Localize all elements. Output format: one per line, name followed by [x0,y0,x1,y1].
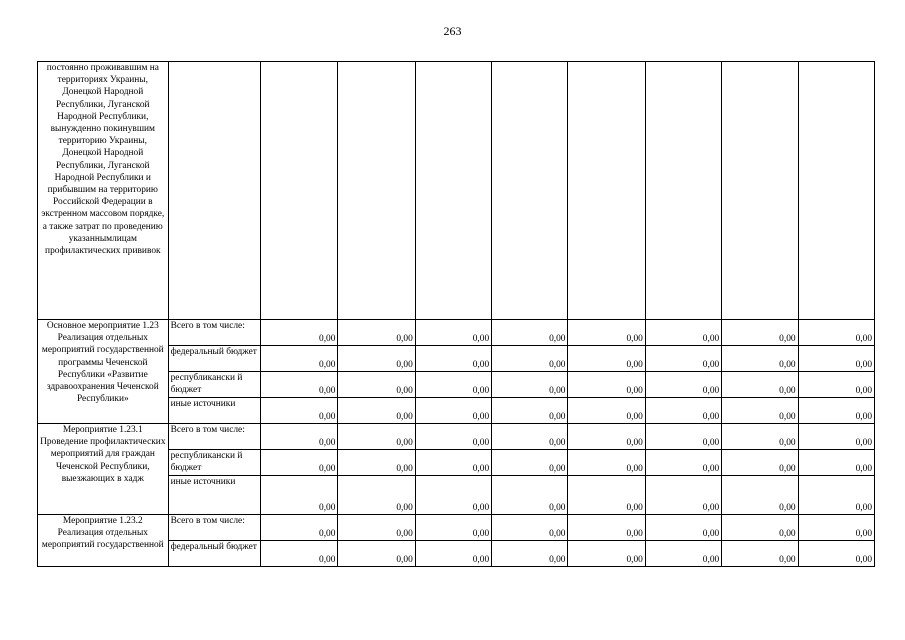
amount-cell: 0,00 [261,476,338,515]
amount-cell: 0,00 [568,398,645,424]
funding-source-cell: иные источники [168,476,260,515]
page-number: 263 [443,24,462,38]
amount-cell: 0,00 [338,320,415,346]
amount-cell: 0,00 [798,424,874,450]
amount-cell: 0,00 [645,320,721,346]
amount-cell: 0,00 [492,320,568,346]
amount-cell: 0,00 [798,450,874,476]
amount-cell: 0,00 [568,476,645,515]
amount-cell: 0,00 [492,346,568,372]
empty-cell [645,62,721,320]
activity-name-cell: Мероприятие 1.23.1 Проведение профилактических мероприятий для граждан Чеченской Республики, выезжающих в хадж [38,424,169,515]
empty-cell [415,62,491,320]
empty-cell [722,62,798,320]
amount-cell: 0,00 [645,346,721,372]
continuation-row [38,62,875,320]
amount-cell: 0,00 [568,541,645,567]
amount-cell: 0,00 [338,398,415,424]
amount-cell: 0,00 [798,515,874,541]
amount-cell: 0,00 [415,398,491,424]
amount-cell: 0,00 [261,424,338,450]
amount-cell: 0,00 [798,541,874,567]
amount-cell: 0,00 [415,541,491,567]
amount-cell: 0,00 [261,372,338,398]
amount-cell: 0,00 [798,476,874,515]
amount-cell: 0,00 [645,476,721,515]
amount-cell: 0,00 [722,320,798,346]
funding-source-cell: федеральный бюджет [168,541,260,567]
empty-cell [168,62,260,320]
amount-cell: 0,00 [261,398,338,424]
amount-cell: 0,00 [338,515,415,541]
funding-source-cell: Всего в том числе: [168,515,260,541]
amount-cell: 0,00 [568,346,645,372]
funding-source-cell: республикански й бюджет [168,372,260,398]
amount-cell: 0,00 [415,320,491,346]
amount-cell: 0,00 [645,372,721,398]
funding-source-cell: республикански й бюджет [168,450,260,476]
amount-cell: 0,00 [798,372,874,398]
amount-cell: 0,00 [338,346,415,372]
amount-cell: 0,00 [568,424,645,450]
amount-cell: 0,00 [492,450,568,476]
amount-cell: 0,00 [492,424,568,450]
amount-cell: 0,00 [722,398,798,424]
amount-cell: 0,00 [338,424,415,450]
amount-cell: 0,00 [568,450,645,476]
amount-cell: 0,00 [722,372,798,398]
amount-cell: 0,00 [568,372,645,398]
budget-table [37,61,875,567]
amount-cell: 0,00 [338,541,415,567]
table-row [38,515,875,541]
amount-cell: 0,00 [568,515,645,541]
amount-cell: 0,00 [722,541,798,567]
activity-name-cell: Мероприятие 1.23.2 Реализация отдельных мероприятий государственной [38,515,169,567]
amount-cell: 0,00 [492,476,568,515]
empty-cell [261,62,338,320]
amount-cell: 0,00 [415,346,491,372]
funding-source-cell: Всего в том числе: [168,320,260,346]
amount-cell: 0,00 [261,346,338,372]
empty-cell [492,62,568,320]
empty-cell [798,62,874,320]
empty-cell [568,62,645,320]
amount-cell: 0,00 [645,398,721,424]
amount-cell: 0,00 [722,424,798,450]
amount-cell: 0,00 [261,515,338,541]
amount-cell: 0,00 [338,372,415,398]
amount-cell: 0,00 [645,515,721,541]
amount-cell: 0,00 [645,450,721,476]
funding-source-cell: федеральный бюджет [168,346,260,372]
funding-source-cell: иные источники [168,398,260,424]
amount-cell: 0,00 [338,476,415,515]
amount-cell: 0,00 [722,450,798,476]
amount-cell: 0,00 [492,398,568,424]
empty-cell [338,62,415,320]
amount-cell: 0,00 [492,541,568,567]
table-row [38,424,875,450]
amount-cell: 0,00 [415,476,491,515]
activity-name-cell: Основное мероприятие 1.23 Реализация отдельных мероприятий государственной программы Чеченской Республики «Развитие здравоохранения Чеченской Республики» [38,320,169,424]
amount-cell: 0,00 [415,515,491,541]
amount-cell: 0,00 [492,372,568,398]
amount-cell: 0,00 [798,346,874,372]
amount-cell: 0,00 [645,541,721,567]
amount-cell: 0,00 [645,424,721,450]
amount-cell: 0,00 [722,346,798,372]
funding-source-cell: Всего в том числе: [168,424,260,450]
amount-cell: 0,00 [261,541,338,567]
amount-cell: 0,00 [798,398,874,424]
continuation-name-cell: постоянно проживавшим на территориях Украины, Донецкой Народной Республики, Луганской Народной Республики, вынужденно покинувшим территорию Украины, Донецкой Народной Республики, Луганской Народной Республики и прибывшим на территорию Российской Федерации в экстренном массовом порядке, а также затрат по проведению указаннымлицам профилактических прививок [38,62,169,320]
amount-cell: 0,00 [261,450,338,476]
amount-cell: 0,00 [415,450,491,476]
table-row [38,320,875,346]
amount-cell: 0,00 [415,372,491,398]
amount-cell: 0,00 [798,320,874,346]
amount-cell: 0,00 [261,320,338,346]
amount-cell: 0,00 [492,515,568,541]
amount-cell: 0,00 [722,476,798,515]
table-body [38,62,875,567]
amount-cell: 0,00 [722,515,798,541]
amount-cell: 0,00 [568,320,645,346]
amount-cell: 0,00 [415,424,491,450]
amount-cell: 0,00 [338,450,415,476]
